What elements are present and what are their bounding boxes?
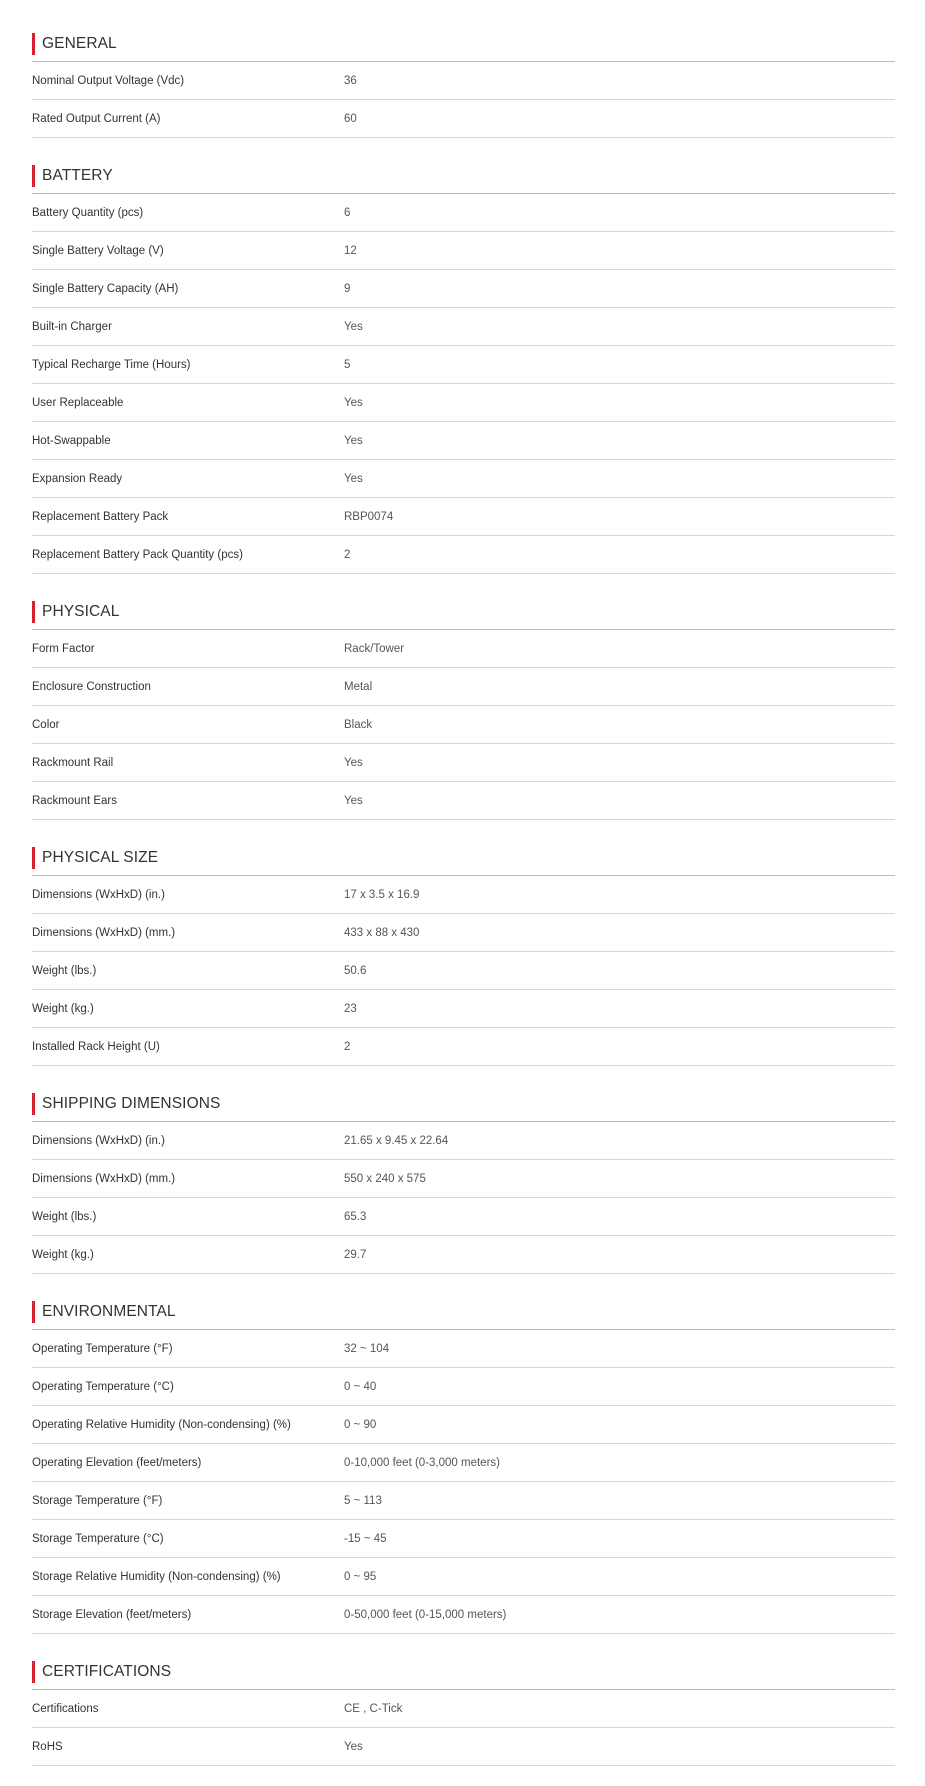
spec-value: 23 — [344, 1002, 357, 1015]
spec-section — [32, 1086, 895, 1274]
spec-value: 36 — [344, 74, 357, 87]
spec-label: Weight (lbs.) — [32, 1210, 97, 1223]
section-title: CERTIFICATIONS — [42, 1662, 172, 1680]
section-header — [32, 26, 895, 62]
spec-label: Storage Elevation (feet/meters) — [32, 1608, 192, 1621]
section-header — [32, 158, 895, 194]
spec-label: Storage Temperature (°F) — [32, 1494, 163, 1507]
spec-row — [32, 232, 895, 270]
spec-label: Replacement Battery Pack Quantity (pcs) — [32, 548, 243, 561]
spec-label: Rackmount Ears — [32, 794, 118, 807]
spec-section — [32, 594, 895, 820]
spec-value: 65.3 — [344, 1210, 367, 1223]
spec-value: Rack/Tower — [344, 642, 405, 655]
spec-value: Yes — [344, 320, 363, 333]
spec-label: Weight (kg.) — [32, 1002, 94, 1015]
spec-section — [32, 1294, 895, 1634]
spec-value: RBP0074 — [344, 510, 394, 523]
spec-value: 50.6 — [344, 964, 367, 977]
spec-value: 0 ~ 40 — [344, 1380, 377, 1393]
spec-value: 29.7 — [344, 1248, 367, 1261]
spec-value: 17 x 3.5 x 16.9 — [344, 888, 420, 901]
spec-label: Single Battery Voltage (V) — [32, 244, 164, 257]
section-header — [32, 840, 895, 876]
section-accent-bar — [32, 601, 35, 623]
spec-label: Rated Output Current (A) — [32, 112, 161, 125]
spec-label: Nominal Output Voltage (Vdc) — [32, 74, 185, 87]
section-accent-bar — [32, 33, 35, 55]
spec-row — [32, 384, 895, 422]
spec-value: 0 ~ 95 — [344, 1570, 377, 1583]
spec-row — [32, 346, 895, 384]
spec-row — [32, 194, 895, 232]
spec-row — [32, 876, 895, 914]
spec-value: 5 ~ 113 — [344, 1494, 382, 1507]
spec-sheet — [32, 26, 895, 1786]
spec-row — [32, 1690, 895, 1728]
spec-row — [32, 1482, 895, 1520]
section-title: ENVIRONMENTAL — [42, 1302, 176, 1320]
spec-row — [32, 460, 895, 498]
spec-value: 0-10,000 feet (0-3,000 meters) — [344, 1456, 500, 1469]
spec-row — [32, 1728, 895, 1766]
spec-value: Yes — [344, 472, 363, 485]
spec-value: 2 — [344, 548, 351, 561]
spec-row — [32, 422, 895, 460]
spec-row — [32, 1596, 895, 1634]
spec-row — [32, 1558, 895, 1596]
spec-value: 433 x 88 x 430 — [344, 926, 420, 939]
section-accent-bar — [32, 1661, 35, 1683]
spec-value: Yes — [344, 434, 363, 447]
spec-label: Weight (kg.) — [32, 1248, 94, 1261]
spec-label: Single Battery Capacity (AH) — [32, 282, 179, 295]
spec-section — [32, 26, 895, 138]
spec-row — [32, 536, 895, 574]
section-accent-bar — [32, 165, 35, 187]
section-accent-bar — [32, 1093, 35, 1115]
spec-row — [32, 744, 895, 782]
spec-label: Color — [32, 718, 60, 731]
spec-row — [32, 630, 895, 668]
spec-label: User Replaceable — [32, 396, 124, 409]
section-title: SHIPPING DIMENSIONS — [42, 1094, 221, 1112]
spec-label: Operating Relative Humidity (Non-condensing) (%) — [32, 1418, 291, 1431]
spec-label: Dimensions (WxHxD) (in.) — [32, 1134, 165, 1147]
spec-row — [32, 1330, 895, 1368]
spec-row — [32, 1520, 895, 1558]
section-title: PHYSICAL — [42, 602, 120, 620]
spec-label: Operating Temperature (°C) — [32, 1380, 174, 1393]
spec-label: Replacement Battery Pack — [32, 510, 169, 523]
spec-value: 21.65 x 9.45 x 22.64 — [344, 1134, 449, 1147]
spec-section — [32, 1654, 895, 1766]
section-header — [32, 1086, 895, 1122]
spec-label: Dimensions (WxHxD) (in.) — [32, 888, 165, 901]
spec-section — [32, 840, 895, 1066]
spec-value: 5 — [344, 358, 351, 371]
spec-value: 550 x 240 x 575 — [344, 1172, 426, 1185]
spec-label: Expansion Ready — [32, 472, 123, 485]
spec-row — [32, 1198, 895, 1236]
spec-row — [32, 1160, 895, 1198]
spec-label: Rackmount Rail — [32, 756, 114, 769]
spec-row — [32, 668, 895, 706]
spec-label: Dimensions (WxHxD) (mm.) — [32, 1172, 176, 1185]
spec-label: Built-in Charger — [32, 320, 112, 333]
spec-value: 9 — [344, 282, 351, 295]
spec-row — [32, 308, 895, 346]
spec-row — [32, 498, 895, 536]
spec-value: -15 ~ 45 — [344, 1532, 387, 1545]
spec-label: Storage Relative Humidity (Non-condensing) (%) — [32, 1570, 281, 1583]
spec-row — [32, 1122, 895, 1160]
spec-value: Yes — [344, 756, 363, 769]
spec-value: 32 ~ 104 — [344, 1342, 390, 1355]
section-accent-bar — [32, 1301, 35, 1323]
spec-value: Yes — [344, 396, 363, 409]
spec-label: Certifications — [32, 1702, 99, 1715]
section-header — [32, 594, 895, 630]
spec-label: Form Factor — [32, 642, 95, 655]
spec-label: Hot-Swappable — [32, 434, 111, 447]
spec-label: Typical Recharge Time (Hours) — [32, 358, 191, 371]
spec-label: Dimensions (WxHxD) (mm.) — [32, 926, 176, 939]
spec-value: 12 — [344, 244, 357, 257]
spec-label: Weight (lbs.) — [32, 964, 97, 977]
spec-value: 0-50,000 feet (0-15,000 meters) — [344, 1608, 507, 1621]
spec-row — [32, 1236, 895, 1274]
spec-value: 60 — [344, 112, 357, 125]
spec-value: Yes — [344, 794, 363, 807]
spec-row — [32, 990, 895, 1028]
spec-label: Installed Rack Height (U) — [32, 1040, 160, 1053]
spec-row — [32, 62, 895, 100]
spec-label: Operating Elevation (feet/meters) — [32, 1456, 202, 1469]
spec-label: Operating Temperature (°F) — [32, 1342, 173, 1355]
spec-value: 6 — [344, 206, 351, 219]
spec-row — [32, 1406, 895, 1444]
section-header — [32, 1654, 895, 1690]
spec-row — [32, 706, 895, 744]
spec-row — [32, 1028, 895, 1066]
section-title: GENERAL — [42, 34, 117, 52]
spec-value: Metal — [344, 680, 373, 693]
spec-value: Black — [344, 718, 373, 731]
spec-value: 2 — [344, 1040, 351, 1053]
spec-label: RoHS — [32, 1740, 63, 1753]
spec-value: 0 ~ 90 — [344, 1418, 377, 1431]
spec-label: Battery Quantity (pcs) — [32, 206, 144, 219]
spec-value: Yes — [344, 1740, 363, 1753]
spec-row — [32, 782, 895, 820]
spec-row — [32, 270, 895, 308]
spec-label: Storage Temperature (°C) — [32, 1532, 164, 1545]
spec-value: CE , C-Tick — [344, 1702, 403, 1715]
spec-label: Enclosure Construction — [32, 680, 151, 693]
section-title: BATTERY — [42, 166, 113, 184]
spec-row — [32, 100, 895, 138]
spec-row — [32, 1368, 895, 1406]
spec-row — [32, 952, 895, 990]
spec-row — [32, 914, 895, 952]
spec-section — [32, 158, 895, 574]
spec-row — [32, 1444, 895, 1482]
section-title: PHYSICAL SIZE — [42, 848, 159, 866]
section-header — [32, 1294, 895, 1330]
section-accent-bar — [32, 847, 35, 869]
